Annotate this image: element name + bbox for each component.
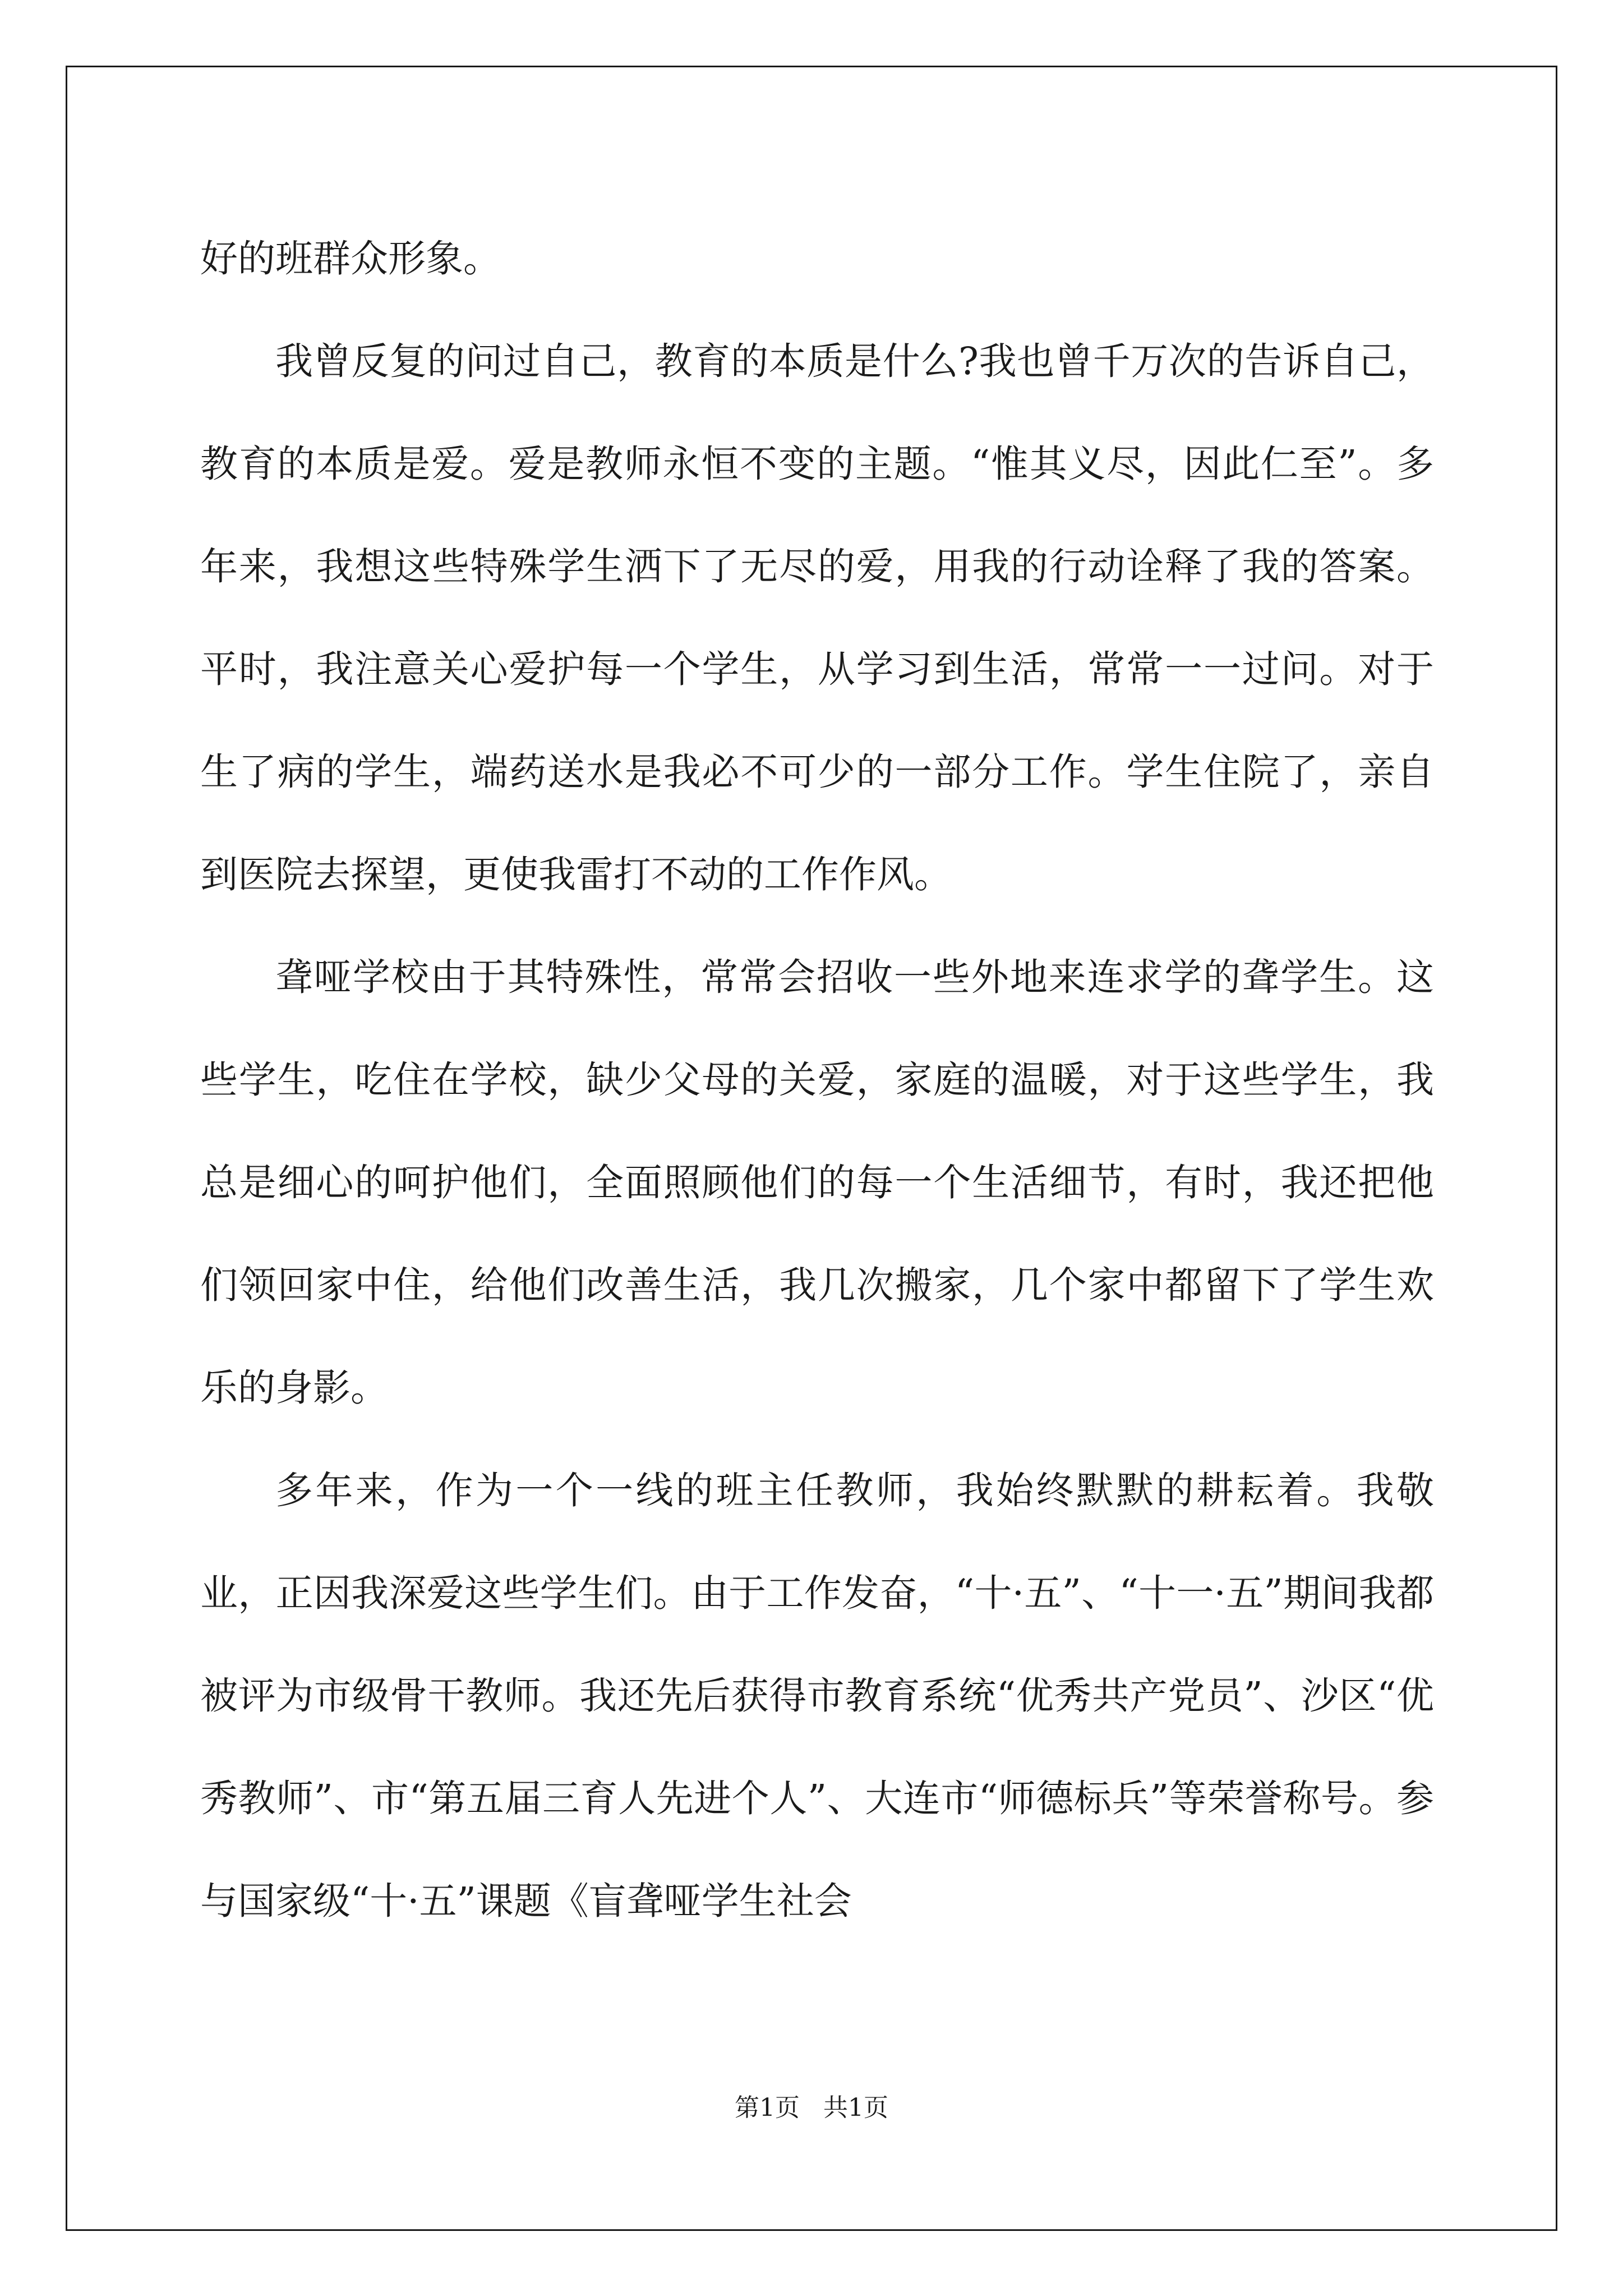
- document-body: [200, 208, 1434, 1953]
- page-footer: 第1页 共1页: [735, 2093, 888, 2122]
- paragraph-1: 好的班群众形象。: [200, 237, 501, 280]
- paragraph-2: 我曾反复的问过自己，教育的本质是什么?我也曾千万次的告诉自己，教育的本质是爱。爱是教师永恒不变的主题。“惟其义尽，因此仁至”。多年来，我想这些特殊学生洒下了无尽的爱，用我的行动诠释了我的答案。平时，我注意关心爱护每一个学生，从学习到生活，常常一一过问。对于生了病的学生，端药送水是我必不可少的一部分工作。学生住院了，亲自到医院去探望，更使我雷打不动的工作作风。: [200, 339, 1434, 896]
- paragraph-4: 多年来，作为一个一线的班主任教师，我始终默默的耕耘着。我敬业，正因我深爱这些学生们。由于工作发奋，“十·五”、“十一·五”期间我都被评为市级骨干教师。我还先后获得市教育系统“优秀共产党员”、沙区“优秀教师”、市“第五届三育人先进个人”、大连市“师德标兵”等荣誉称号。参与国家级“十·五”课题《盲聋哑学生社会: [200, 1469, 1434, 1923]
- paragraph-3: 聋哑学校由于其特殊性，常常会招收一些外地来连求学的聋学生。这些学生，吃住在学校，缺少父母的关爱，家庭的温暖，对于这些学生，我总是细心的呵护他们，全面照顾他们的每一个生活细节，有时，我还把他们领回家中住，给他们改善生活，我几次搬家，几个家中都留下了学生欢乐的身影。: [200, 955, 1434, 1410]
